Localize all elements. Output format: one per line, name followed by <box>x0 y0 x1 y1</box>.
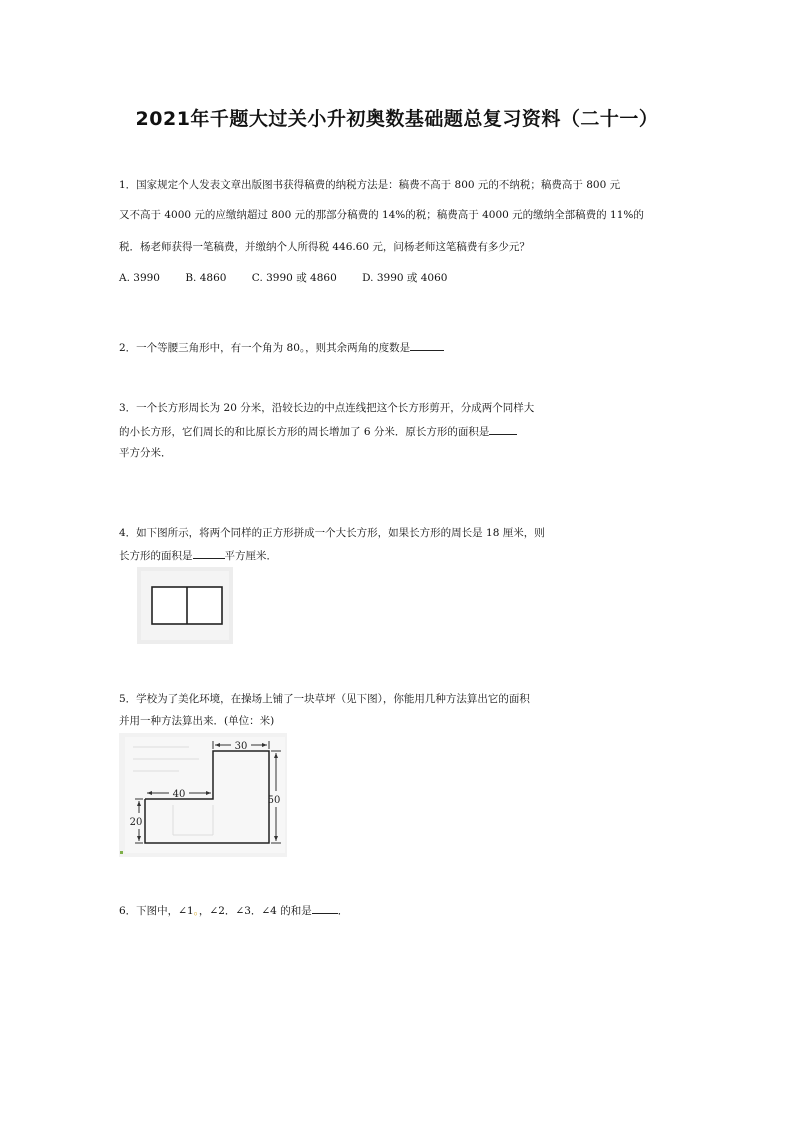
q5-label-top: 30 <box>234 741 248 752</box>
q5-line-2: 并用一种方法算出来．(单位：米) <box>119 715 275 727</box>
q5-label-left: 20 <box>129 817 143 828</box>
q4-answer-blank <box>193 548 225 559</box>
q1-option-c: C. 3990 或 4860 <box>251 272 337 284</box>
q5-label-mid: 40 <box>172 789 186 800</box>
q5-figure-lawn <box>119 733 287 857</box>
q5-line-1: 5．学校为了美化环境，在操场上铺了一块草坪（见下图），你能用几种方法算出它的面积 <box>119 693 530 705</box>
q4-text-post: 平方厘米． <box>224 550 277 562</box>
q6-text-pre: 6．下图中，∠1 <box>119 905 194 917</box>
q3-line-1: 3．一个长方形周长为 20 分米，沿较长边的中点连线把这个长方形剪开，分成两个同样大 <box>119 402 535 414</box>
q2-answer-blank <box>410 340 444 351</box>
q6-text-end: ． <box>337 905 349 917</box>
q1-option-a: A. 3990 <box>119 272 160 284</box>
q6-mark: 。 <box>193 905 199 917</box>
q5-label-right: 50 <box>267 795 281 806</box>
q6-text-post: ，∠2．∠3．∠4 的和是 <box>198 905 312 917</box>
q1-line-1: 1．国家规定个人发表文章出版图书获得稿费的纳税方法是：稿费不高于 800 元的不纳税；稿费高于 800 元 <box>119 179 621 191</box>
q4-text-pre: 长方形的面积是 <box>119 550 193 562</box>
q2-line <box>119 340 444 355</box>
q3-text: 的小长方形，它们周长的和比原长方形的周长增加了 6 分米．原长方形的面积是 <box>119 426 490 438</box>
q6-answer-blank <box>312 903 338 914</box>
q2-text: 2．一个等腰三角形中，有一个角为 80。，则其余两角的度数是 <box>119 342 411 354</box>
q1-line-3: 税．杨老师获得一笔稿费，并缴纳个人所得税 446.60 元，问杨老师这笔稿费有多少元？ <box>119 241 530 253</box>
q4-line-1: 4．如下图所示，将两个同样的正方形拼成一个大长方形，如果长方形的周长是 18 厘米，则 <box>119 527 545 539</box>
page-title: 2021年千题大过关小升初奥数基础题总复习资料（二十一） <box>135 108 659 130</box>
q4-line-2 <box>119 548 277 563</box>
q1-line-2: 又不高于 4000 元的应缴纳超过 800 元的那部分稿费的 14%的税；稿费高于 4000 元的缴纳全部稿费的 11%的 <box>119 209 644 221</box>
q1-options <box>119 271 469 285</box>
q4-figure-two-squares <box>137 567 233 644</box>
q1-option-b: B. 4860 <box>185 272 227 284</box>
q3-line-2 <box>119 424 517 439</box>
q1-option-d: D. 3990 或 4060 <box>362 272 448 284</box>
q3-line-3: 平方分米． <box>119 447 172 459</box>
q6-line <box>119 903 348 918</box>
scan-dot <box>120 851 123 854</box>
q3-answer-blank <box>489 424 517 435</box>
